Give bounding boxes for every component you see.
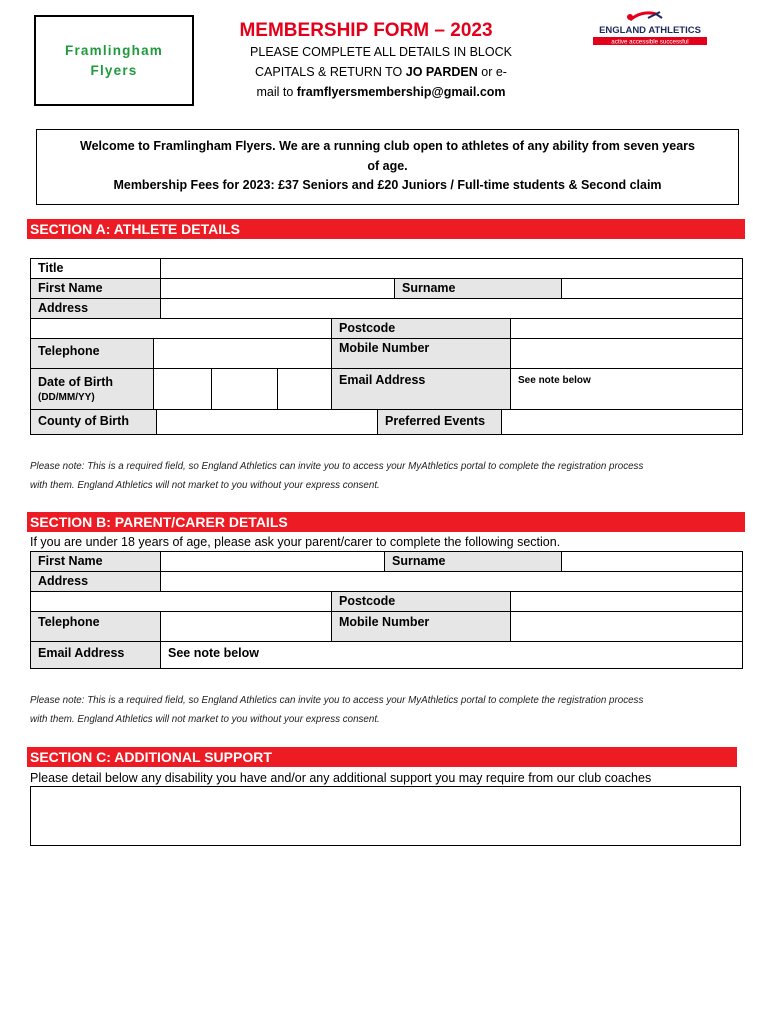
address-field-line2[interactable] [30, 318, 332, 339]
welcome-line1: Welcome to Framlingham Flyers. We are a running club open to athletes of any ability from seven years [80, 139, 695, 153]
contact-email: framflyersmembership@gmail.com [296, 85, 506, 99]
parent-address-field-line1[interactable] [160, 571, 743, 592]
parent-address-field-line2[interactable] [30, 591, 332, 612]
parent-postcode-field[interactable] [510, 591, 743, 612]
club-name-box [34, 15, 194, 106]
email-label: Email Address [331, 368, 511, 410]
parent-first-name-label: First Name [30, 551, 161, 572]
email-field[interactable]: See note below [510, 368, 743, 410]
section-a-note [30, 457, 643, 495]
title-label: Title [30, 258, 161, 279]
svg-text:ENGLAND ATHLETICS: ENGLAND ATHLETICS [599, 25, 701, 36]
parent-surname-field[interactable] [561, 551, 743, 572]
parent-mobile-label: Mobile Number [331, 611, 511, 642]
parent-telephone-field[interactable] [160, 611, 332, 642]
parent-address-label: Address [30, 571, 161, 592]
mobile-field[interactable] [510, 338, 743, 369]
parent-mobile-field[interactable] [510, 611, 743, 642]
address-label: Address [30, 298, 161, 319]
england-athletics-logo [590, 8, 710, 48]
section-a-note-line2: with them. England Athletics will not market to you without your express consent. [30, 480, 380, 491]
postcode-label: Postcode [331, 318, 511, 339]
dob-year-field[interactable] [277, 368, 332, 410]
telephone-field[interactable] [153, 338, 332, 369]
dob-month-field[interactable] [211, 368, 278, 410]
address-field-line1[interactable] [160, 298, 743, 319]
section-c-intro: Please detail below any disability you have and/or any additional support you may require from our club coaches [30, 771, 652, 785]
form-title: MEMBERSHIP FORM – 2023 [239, 20, 493, 41]
section-b-note-line1: Please note: This is a required field, so England Athletics can invite you to access your MyAthletics portal to complete the registration process [30, 695, 644, 706]
svg-text:active accessible successful: active accessible successful [611, 38, 689, 46]
welcome-box [36, 129, 739, 205]
form-instructions [228, 42, 534, 102]
parent-email-label: Email Address [30, 641, 161, 669]
parent-first-name-field[interactable] [160, 551, 385, 572]
county-label: County of Birth [30, 409, 157, 435]
additional-support-field[interactable] [30, 786, 741, 846]
first-name-field[interactable] [160, 278, 395, 299]
mobile-label: Mobile Number [331, 338, 511, 369]
dob-format-hint: (DD/MM/YY) [38, 392, 95, 403]
dob-label-text: Date of Birth [38, 375, 113, 389]
postcode-field[interactable] [510, 318, 743, 339]
title-field[interactable] [160, 258, 743, 279]
club-name-line1: Framlingham [65, 42, 163, 58]
section-a-heading: SECTION A: ATHLETE DETAILS [27, 219, 745, 239]
preferred-events-label: Preferred Events [377, 409, 502, 435]
club-name-line2: Flyers [90, 62, 138, 78]
preferred-events-field[interactable] [501, 409, 743, 435]
instructions-line3: mail to framflyersmembership@gmail.com [256, 85, 506, 99]
section-c-heading: SECTION C: ADDITIONAL SUPPORT [27, 747, 737, 767]
dob-day-field[interactable] [153, 368, 212, 410]
section-b-note-line2: with them. England Athletics will not market to you without your express consent. [30, 714, 380, 725]
surname-label: Surname [394, 278, 562, 299]
section-a-note-line1: Please note: This is a required field, so England Athletics can invite you to access your MyAthletics portal to complete the registration process [30, 461, 644, 472]
membership-fees: Membership Fees for 2023: £37 Seniors and £20 Juniors / Full-time students & Second claim [113, 178, 662, 192]
section-b-note [30, 691, 643, 729]
instructions-line1: PLEASE COMPLETE ALL DETAILS IN BLOCK [250, 45, 512, 59]
parent-email-field[interactable]: See note below [160, 641, 743, 669]
section-b-intro: If you are under 18 years of age, please ask your parent/carer to complete the following section. [30, 535, 561, 549]
parent-telephone-label: Telephone [30, 611, 161, 642]
parent-surname-label: Surname [384, 551, 562, 572]
dob-label [30, 368, 154, 410]
instructions-line2: CAPITALS & RETURN TO JO PARDEN or e- [255, 65, 507, 79]
county-field[interactable] [156, 409, 378, 435]
contact-name: JO PARDEN [405, 65, 478, 79]
first-name-label: First Name [30, 278, 161, 299]
telephone-label: Telephone [30, 338, 154, 369]
parent-postcode-label: Postcode [331, 591, 511, 612]
surname-field[interactable] [561, 278, 743, 299]
section-b-heading: SECTION B: PARENT/CARER DETAILS [27, 512, 745, 532]
welcome-line2: of age. [367, 158, 408, 173]
